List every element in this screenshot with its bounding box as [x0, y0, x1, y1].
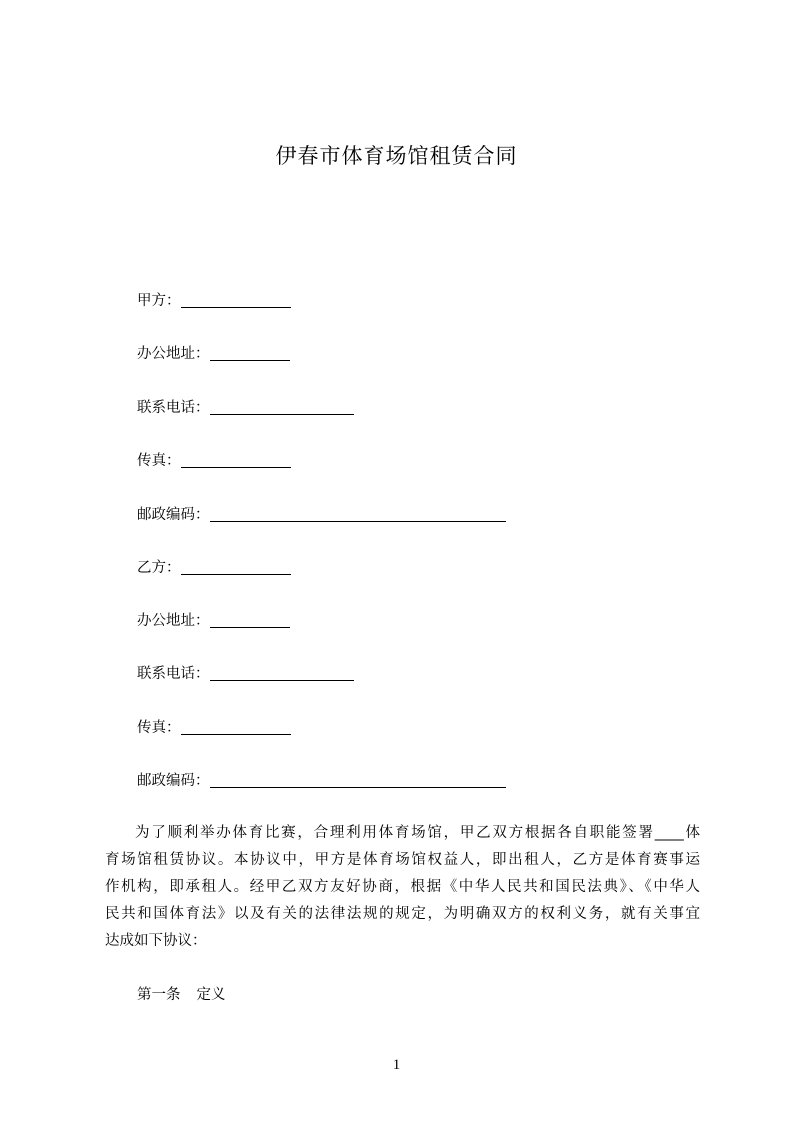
party-a-postcode-field — [137, 504, 506, 526]
party-a-phone-label: 联系电话： — [137, 400, 210, 416]
party-a-phone-field — [137, 397, 354, 419]
intro-line: 为了顺利举办体育比赛，合理利用体育场馆，甲乙双方根据各自职能签署____体 — [135, 825, 700, 841]
party-b-name-label: 乙方： — [137, 560, 181, 576]
party-b-fax-field — [137, 717, 291, 739]
intro-line: 育场馆租赁协议。本协议中，甲方是体育场馆权益人，即出租人，乙方是体育赛事运 — [105, 852, 700, 868]
party-b-name-blank[interactable] — [181, 557, 291, 575]
party-a-address-blank[interactable] — [210, 343, 290, 361]
party-b-postcode-blank[interactable] — [210, 770, 506, 788]
article-heading — [137, 984, 226, 1006]
party-a-fax-field — [137, 450, 291, 472]
party-b-address-field — [137, 610, 290, 632]
article-title: 定义 — [196, 987, 226, 1003]
party-b-phone-field — [137, 663, 354, 685]
party-a-name-field — [137, 290, 291, 312]
party-a-phone-blank[interactable] — [210, 397, 354, 415]
party-b-fax-label: 传真： — [137, 720, 181, 736]
party-a-address-field — [137, 343, 290, 365]
party-b-address-blank[interactable] — [210, 610, 290, 628]
party-a-postcode-label: 邮政编码： — [137, 507, 210, 523]
intro-line: 达成如下协议： — [105, 933, 207, 949]
party-a-fax-label: 传真： — [137, 453, 181, 469]
party-a-postcode-blank[interactable] — [210, 504, 506, 522]
party-b-name-field — [137, 557, 291, 579]
party-b-fax-blank[interactable] — [181, 717, 291, 735]
party-a-name-label: 甲方： — [137, 293, 181, 309]
party-b-phone-blank[interactable] — [210, 663, 354, 681]
intro-line: 作机构，即承租人。经甲乙双方友好协商，根据《中华人民共和国民法典》、《中华人 — [105, 879, 700, 895]
party-a-address-label: 办公地址： — [137, 346, 210, 362]
party-a-name-blank[interactable] — [181, 290, 291, 308]
party-b-postcode-field — [137, 770, 506, 792]
page-title: 伊春市体育场馆租赁合同 — [275, 144, 518, 168]
page-number: 1 — [392, 1057, 401, 1073]
party-b-postcode-label: 邮政编码： — [137, 773, 210, 789]
party-b-phone-label: 联系电话： — [137, 666, 210, 682]
party-a-fax-blank[interactable] — [181, 450, 291, 468]
intro-line: 民共和国体育法》以及有关的法律法规的规定，为明确双方的权利义务，就有关事宜 — [105, 906, 700, 922]
article-number: 第一条 — [137, 987, 181, 1003]
intro-paragraph — [105, 820, 700, 955]
party-b-address-label: 办公地址： — [137, 613, 210, 629]
